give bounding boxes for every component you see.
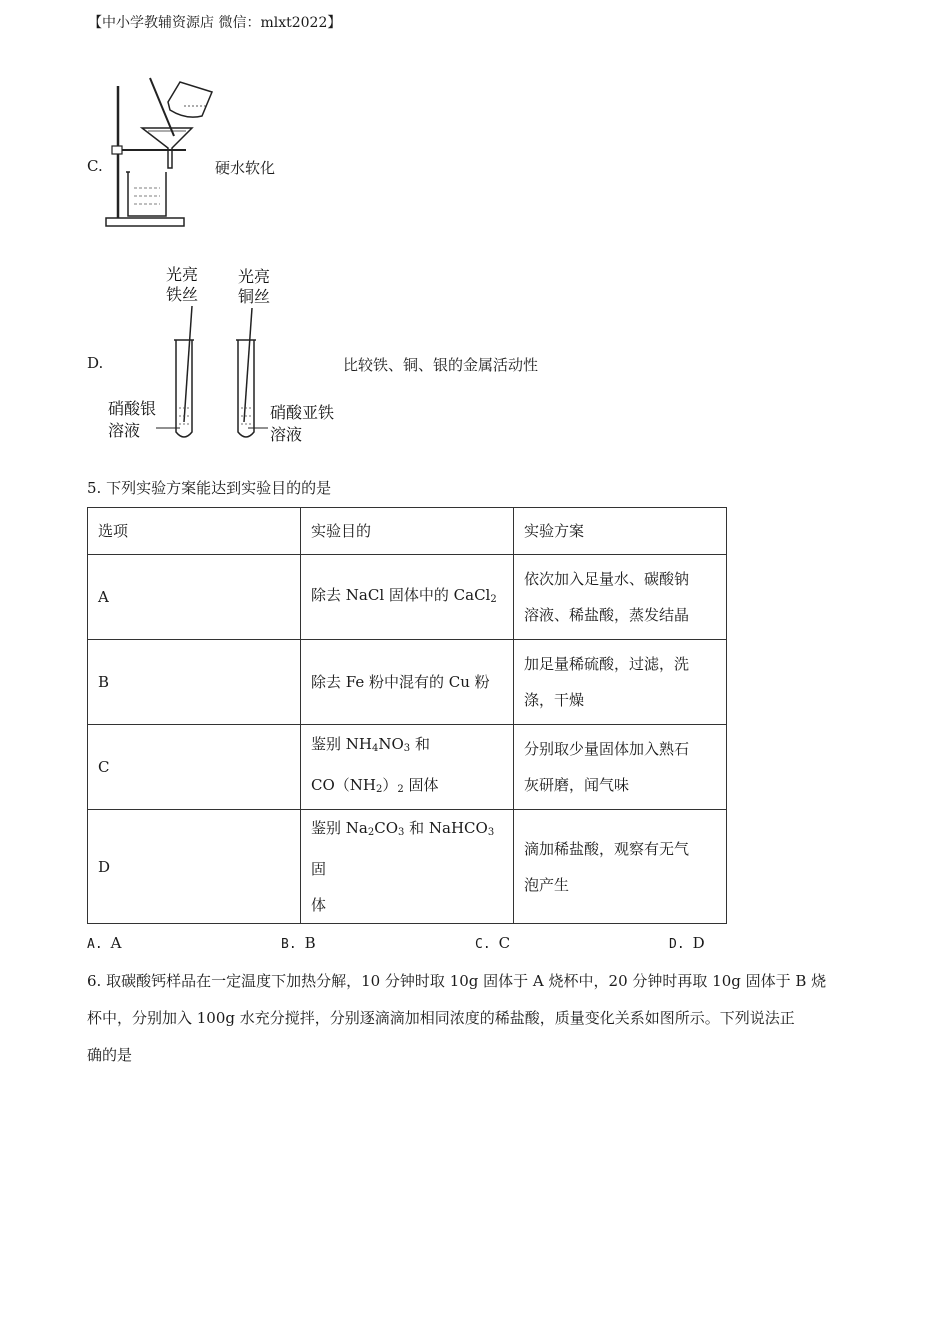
table-header-cell: 实验目的 (301, 508, 514, 555)
table-row (88, 555, 727, 640)
ferrous-solution-label-2: 溶液 (270, 425, 303, 444)
plan-cell: 分别取少量固体加入熟石 灰研磨，闻气味 (514, 725, 727, 810)
table-header-cell: 选项 (88, 508, 301, 555)
plan-cell: 滴加稀盐酸，观察有无气 泡产生 (514, 810, 727, 924)
option-cell: B (88, 640, 301, 725)
question5-title: 5. 下列实验方案能达到实验目的的是 (87, 479, 332, 497)
purpose-cell: 除去 NaCl 固体中的 CaCl$_2$ (301, 555, 514, 640)
question6-line-1: 6. 取碳酸钙样品在一定温度下加热分解，10 分钟时取 10g 固体于 A 烧杯中，20 分钟时再取 10g 固体于 B 烧 (87, 972, 827, 990)
filtration-apparatus-figure (100, 76, 220, 232)
table-header-cell: 实验方案 (514, 508, 727, 555)
table-header-row (88, 508, 727, 555)
copper-wire-label-2: 铜丝 (238, 287, 271, 306)
silver-solution-label-2: 溶液 (108, 421, 141, 440)
answer-choice-c[interactable]: C. C (475, 934, 511, 952)
table-row (88, 640, 727, 725)
page-header: 【中小学教辅资源店 微信：mlxt2022】 (88, 15, 342, 31)
table-row (88, 810, 727, 924)
copper-wire (244, 308, 252, 422)
option-cell: D (88, 810, 301, 924)
option-d-letter: D. (87, 354, 104, 372)
table-row (88, 725, 727, 810)
test-tubes-figure (104, 262, 344, 446)
ferrous-solution-label-1: 硝酸亚铁 (270, 403, 335, 422)
answer-choice-b[interactable]: B. B (281, 934, 316, 952)
plan-cell: 依次加入足量水、碳酸钠 溶液、稀盐酸，蒸发结晶 (514, 555, 727, 640)
purpose-cell: 鉴别 $Na_2CO_3$ 和 NaHCO$_3$ 固 体 (301, 810, 514, 924)
purpose-cell: 除去 Fe 粉中混有的 Cu 粉 (301, 640, 514, 725)
iron-wire-label-1: 光亮 (166, 265, 199, 284)
option-cell: C (88, 725, 301, 810)
experiment-table (87, 507, 727, 924)
purpose-cell: 鉴别 $NH_4NO_3$ 和 $CO(NH_2)_2$ 固体 (301, 725, 514, 810)
option-c-caption: 硬水软化 (215, 159, 276, 177)
question6-line-3: 确的是 (87, 1046, 133, 1064)
option-c-letter: C. (87, 157, 103, 175)
answer-choice-a[interactable]: A. A (87, 934, 122, 952)
option-cell: A (88, 555, 301, 640)
question6-line-2: 杯中，分别加入 100g 水充分搅拌，分别逐滴滴加相同浓度的稀盐酸，质量变化关系如图所示。下列说法正 (87, 1009, 795, 1027)
iron-wire (184, 306, 192, 422)
iron-wire-label-2: 铁丝 (166, 285, 199, 304)
silver-solution-label-1: 硝酸银 (108, 399, 157, 418)
option-d-caption: 比较铁、铜、银的金属活动性 (343, 356, 539, 374)
answer-choice-d[interactable]: D. D (669, 934, 705, 952)
plan-cell: 加足量稀硫酸，过滤，洗 涤，干燥 (514, 640, 727, 725)
copper-wire-label-1: 光亮 (238, 267, 271, 286)
